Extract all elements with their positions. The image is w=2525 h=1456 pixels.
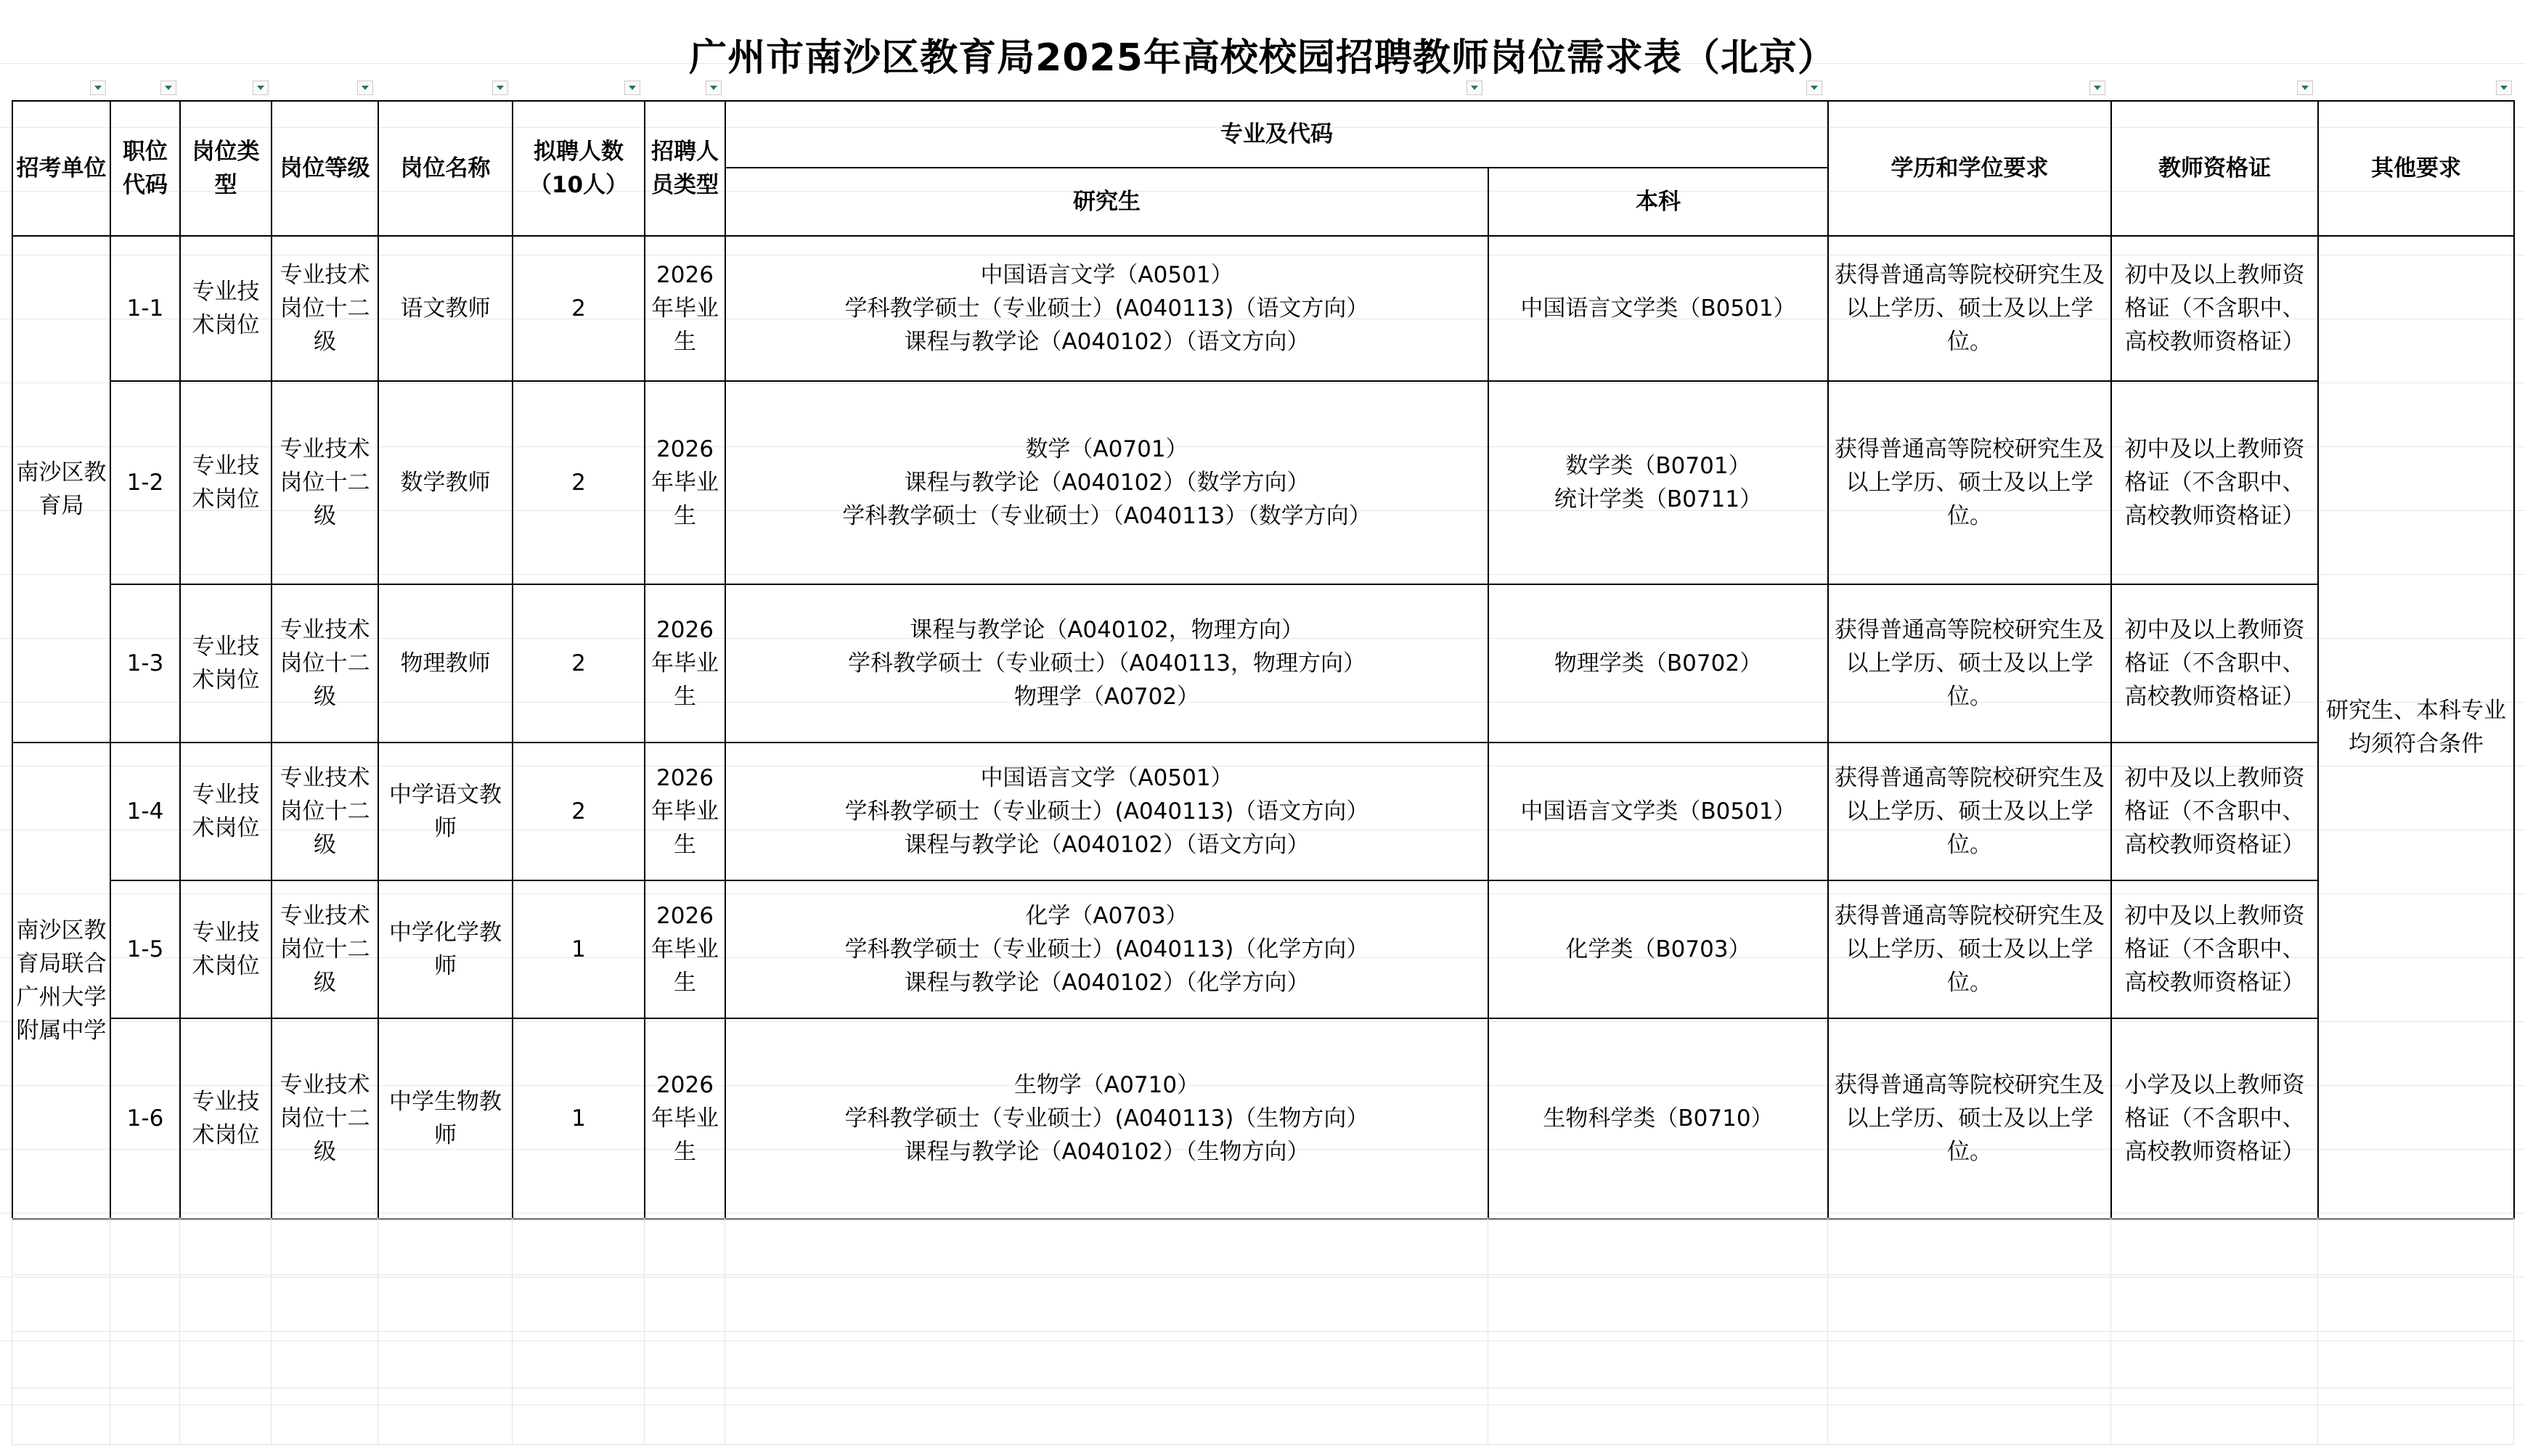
- empty-cell[interactable]: [110, 1332, 180, 1388]
- degree-cell[interactable]: 获得普通高等院校研究生及以上学历、硕士及以上学位。: [1828, 1018, 2111, 1219]
- table-row[interactable]: [12, 584, 2514, 743]
- empty-cell[interactable]: [645, 1388, 725, 1445]
- header-cert[interactable]: 教师资格证: [2111, 101, 2318, 236]
- name-cell[interactable]: 语文教师: [378, 236, 513, 381]
- empty-cell[interactable]: [272, 1332, 378, 1388]
- empty-cell[interactable]: [12, 1388, 110, 1445]
- recruitment-table: [12, 100, 2515, 1219]
- recruit-type-cell[interactable]: 2026年毕业生: [645, 584, 725, 743]
- cert-cell[interactable]: 初中及以上教师资格证（不含职中、高校教师资格证）: [2111, 236, 2318, 381]
- recruit-type-cell[interactable]: 2026年毕业生: [645, 236, 725, 381]
- empty-cell[interactable]: [645, 1275, 725, 1332]
- table-row[interactable]: [12, 1018, 2514, 1219]
- code-cell[interactable]: 1-5: [110, 880, 180, 1018]
- name-cell[interactable]: 中学生物教师: [378, 1018, 513, 1219]
- degree-cell[interactable]: 获得普通高等院校研究生及以上学历、硕士及以上学位。: [1828, 584, 2111, 743]
- major-line: 课程与教学论（A040102）（语文方向）: [904, 832, 1310, 858]
- empty-cell[interactable]: [513, 1275, 645, 1332]
- major-line: 课程与教学论（A040102）（数学方向）: [904, 470, 1310, 496]
- empty-cell[interactable]: [180, 1332, 272, 1388]
- major-line: 物理学类（B0702）: [1554, 650, 1763, 676]
- undergrad-majors-cell[interactable]: [1488, 381, 1828, 584]
- header-level[interactable]: 岗位等级: [272, 101, 378, 236]
- level-cell[interactable]: 专业技术岗位十二级: [272, 236, 378, 381]
- empty-cell[interactable]: [272, 1275, 378, 1332]
- empty-cell[interactable]: [110, 1388, 180, 1445]
- postgrad-majors-cell[interactable]: [725, 236, 1488, 381]
- count-cell[interactable]: 1: [513, 880, 645, 1018]
- empty-cell[interactable]: [2111, 1332, 2318, 1388]
- empty-cell[interactable]: [2318, 1219, 2514, 1275]
- recruit-type-cell[interactable]: 2026年毕业生: [645, 743, 725, 880]
- header-type[interactable]: 岗位类型: [180, 101, 272, 236]
- degree-cell[interactable]: 获得普通高等院校研究生及以上学历、硕士及以上学位。: [1828, 880, 2111, 1018]
- postgrad-majors-cell[interactable]: [725, 1018, 1488, 1219]
- code-cell[interactable]: 1-4: [110, 743, 180, 880]
- unit-cell[interactable]: 南沙区教育局: [12, 236, 110, 743]
- filter-dropdown-icon[interactable]: [253, 81, 269, 95]
- empty-cell[interactable]: [272, 1219, 378, 1275]
- major-line: 学科教学硕士（专业硕士）(A040113)（语文方向）: [844, 295, 1369, 322]
- cert-cell[interactable]: 初中及以上教师资格证（不含职中、高校教师资格证）: [2111, 584, 2318, 743]
- empty-cell[interactable]: [180, 1219, 272, 1275]
- empty-cell[interactable]: [725, 1275, 1488, 1332]
- level-cell[interactable]: 专业技术岗位十二级: [272, 880, 378, 1018]
- count-cell[interactable]: 1: [513, 1018, 645, 1219]
- major-line: 中国语言文学（A0501）: [980, 262, 1233, 288]
- count-cell[interactable]: 2: [513, 584, 645, 743]
- empty-cell[interactable]: [513, 1219, 645, 1275]
- postgrad-majors-cell[interactable]: [725, 743, 1488, 880]
- recruit-type-cell[interactable]: 2026年毕业生: [645, 381, 725, 584]
- name-cell[interactable]: 中学语文教师: [378, 743, 513, 880]
- major-line: 物理学（A0702）: [1013, 684, 1200, 710]
- code-cell[interactable]: 1-6: [110, 1018, 180, 1219]
- code-cell[interactable]: 1-3: [110, 584, 180, 743]
- type-cell[interactable]: 专业技术岗位: [180, 584, 272, 743]
- empty-cell[interactable]: [378, 1388, 513, 1445]
- count-cell[interactable]: 2: [513, 743, 645, 880]
- major-line: 学科教学硕士（专业硕士）(A040113)（语文方向）: [844, 798, 1369, 825]
- code-cell[interactable]: 1-2: [110, 381, 180, 584]
- empty-cell[interactable]: [1828, 1219, 2111, 1275]
- postgrad-majors-cell[interactable]: [725, 880, 1488, 1018]
- empty-cell[interactable]: [513, 1332, 645, 1388]
- empty-cell[interactable]: [378, 1219, 513, 1275]
- empty-cell[interactable]: [1488, 1275, 1828, 1332]
- filter-dropdown-icon[interactable]: [2496, 81, 2512, 95]
- major-line: 学科教学硕士（专业硕士）(A040113)（化学方向）: [844, 936, 1369, 962]
- empty-cell[interactable]: [378, 1332, 513, 1388]
- major-line: 课程与教学论（A040102）（化学方向）: [904, 970, 1310, 996]
- empty-cell[interactable]: [12, 1275, 110, 1332]
- empty-cell[interactable]: [2318, 1388, 2514, 1445]
- header-count[interactable]: 拟聘人数（10人）: [513, 101, 645, 236]
- major-line: 课程与教学论（A040102，物理方向）: [910, 617, 1304, 643]
- unit-cell[interactable]: 南沙区教育局联合广州大学附属中学: [12, 743, 110, 1219]
- empty-cell[interactable]: [1828, 1332, 2111, 1388]
- empty-cell[interactable]: [12, 1332, 110, 1388]
- name-cell[interactable]: 数学教师: [378, 381, 513, 584]
- recruit-type-cell[interactable]: 2026年毕业生: [645, 1018, 725, 1219]
- empty-cell[interactable]: [725, 1219, 1488, 1275]
- name-cell[interactable]: 中学化学教师: [378, 880, 513, 1018]
- header-major-group[interactable]: 专业及代码: [725, 101, 1828, 168]
- degree-cell[interactable]: 获得普通高等院校研究生及以上学历、硕士及以上学位。: [1828, 381, 2111, 584]
- empty-cell[interactable]: [725, 1388, 1488, 1445]
- type-cell[interactable]: 专业技术岗位: [180, 743, 272, 880]
- major-line: 统计学类（B0711）: [1554, 486, 1763, 512]
- table-row[interactable]: [12, 236, 2514, 381]
- postgrad-majors-cell[interactable]: [725, 381, 1488, 584]
- filter-dropdown-icon[interactable]: [492, 81, 508, 95]
- header-code[interactable]: 职位代码: [110, 101, 180, 236]
- empty-cell[interactable]: [378, 1275, 513, 1332]
- level-cell[interactable]: 专业技术岗位十二级: [272, 381, 378, 584]
- major-line: 生物科学类（B0710）: [1543, 1105, 1774, 1132]
- header-recruit-type[interactable]: 招聘人员类型: [645, 101, 725, 236]
- major-line: 数学（A0701）: [1025, 436, 1188, 462]
- empty-cell[interactable]: [1488, 1388, 1828, 1445]
- empty-cell[interactable]: [12, 1219, 110, 1275]
- major-line: 学科教学硕士（专业硕士）（A040113，物理方向）: [847, 650, 1366, 676]
- major-line: 化学类（B0703）: [1565, 936, 1751, 962]
- count-cell[interactable]: 2: [513, 381, 645, 584]
- level-cell[interactable]: 专业技术岗位十二级: [272, 743, 378, 880]
- header-unit[interactable]: 招考单位: [12, 101, 110, 236]
- empty-cell[interactable]: [272, 1388, 378, 1445]
- major-line: 化学（A0703）: [1025, 903, 1188, 929]
- filter-dropdown-icon[interactable]: [706, 81, 722, 95]
- empty-cell[interactable]: [1488, 1219, 1828, 1275]
- type-cell[interactable]: 专业技术岗位: [180, 381, 272, 584]
- cert-cell[interactable]: 初中及以上教师资格证（不含职中、高校教师资格证）: [2111, 743, 2318, 880]
- cert-cell[interactable]: 初中及以上教师资格证（不含职中、高校教师资格证）: [2111, 880, 2318, 1018]
- filter-dropdown-icon[interactable]: [357, 81, 373, 95]
- undergrad-majors-cell[interactable]: [1488, 236, 1828, 381]
- major-line: 中国语言文学类（B0501）: [1520, 798, 1796, 825]
- cert-cell[interactable]: 小学及以上教师资格证（不含职中、高校教师资格证）: [2111, 1018, 2318, 1219]
- major-line: 课程与教学论（A040102）（语文方向）: [904, 329, 1310, 355]
- undergrad-majors-cell[interactable]: [1488, 743, 1828, 880]
- empty-cell[interactable]: [180, 1388, 272, 1445]
- major-line: 课程与教学论（A040102）（生物方向）: [904, 1139, 1310, 1165]
- major-line: 中国语言文学类（B0501）: [1520, 295, 1796, 322]
- empty-cell[interactable]: [645, 1219, 725, 1275]
- code-cell[interactable]: 1-1: [110, 236, 180, 381]
- empty-cell[interactable]: [2111, 1388, 2318, 1445]
- table-row[interactable]: [12, 381, 2514, 584]
- type-cell[interactable]: 专业技术岗位: [180, 880, 272, 1018]
- empty-cell[interactable]: [110, 1219, 180, 1275]
- level-cell[interactable]: 专业技术岗位十二级: [272, 584, 378, 743]
- empty-cell[interactable]: [1488, 1332, 1828, 1388]
- empty-cell[interactable]: [1828, 1275, 2111, 1332]
- empty-cell[interactable]: [2318, 1275, 2514, 1332]
- empty-cell[interactable]: [180, 1275, 272, 1332]
- postgrad-majors-cell[interactable]: [725, 584, 1488, 743]
- empty-cell[interactable]: [725, 1332, 1488, 1388]
- major-line: 数学类（B0701）: [1565, 453, 1751, 479]
- header-degree[interactable]: 学历和学位要求: [1828, 101, 2111, 236]
- header-postgrad[interactable]: 研究生: [725, 168, 1488, 236]
- empty-cell[interactable]: [645, 1332, 725, 1388]
- type-cell[interactable]: 专业技术岗位: [180, 1018, 272, 1219]
- filter-dropdown-icon[interactable]: [2297, 81, 2313, 95]
- other-requirement-cell[interactable]: 研究生、本科专业均须符合条件: [2318, 236, 2514, 1219]
- filter-dropdown-icon[interactable]: [90, 81, 106, 95]
- name-cell[interactable]: 物理教师: [378, 584, 513, 743]
- undergrad-majors-cell[interactable]: [1488, 880, 1828, 1018]
- empty-cell[interactable]: [110, 1275, 180, 1332]
- table-row[interactable]: [12, 743, 2514, 880]
- filter-dropdown-icon[interactable]: [1467, 81, 1482, 95]
- header-name[interactable]: 岗位名称: [378, 101, 513, 236]
- major-line: 生物学（A0710）: [1013, 1072, 1200, 1098]
- empty-cell[interactable]: [513, 1388, 645, 1445]
- empty-cell[interactable]: [2318, 1332, 2514, 1388]
- table-row[interactable]: [12, 880, 2514, 1018]
- filter-dropdown-icon[interactable]: [160, 81, 176, 95]
- empty-cell[interactable]: [2111, 1219, 2318, 1275]
- cert-cell[interactable]: 初中及以上教师资格证（不含职中、高校教师资格证）: [2111, 381, 2318, 584]
- header-other[interactable]: 其他要求: [2318, 101, 2514, 236]
- undergrad-majors-cell[interactable]: [1488, 1018, 1828, 1219]
- empty-cell[interactable]: [1828, 1388, 2111, 1445]
- type-cell[interactable]: 专业技术岗位: [180, 236, 272, 381]
- major-line: 中国语言文学（A0501）: [980, 765, 1233, 791]
- filter-dropdown-icon[interactable]: [624, 81, 640, 95]
- empty-sheet-rows: [12, 1218, 2514, 1445]
- undergrad-majors-cell[interactable]: [1488, 584, 1828, 743]
- degree-cell[interactable]: 获得普通高等院校研究生及以上学历、硕士及以上学位。: [1828, 743, 2111, 880]
- major-line: 学科教学硕士（专业硕士）（A040113）（数学方向）: [842, 503, 1371, 529]
- filter-dropdown-icon[interactable]: [2089, 81, 2105, 95]
- filter-dropdown-icon[interactable]: [1806, 81, 1822, 95]
- count-cell[interactable]: 2: [513, 236, 645, 381]
- degree-cell[interactable]: 获得普通高等院校研究生及以上学历、硕士及以上学位。: [1828, 236, 2111, 381]
- page-title: 广州市南沙区教育局2025年高校校园招聘教师岗位需求表（北京）: [689, 36, 1836, 80]
- recruit-type-cell[interactable]: 2026年毕业生: [645, 880, 725, 1018]
- header-undergrad[interactable]: 本科: [1488, 168, 1828, 236]
- major-line: 学科教学硕士（专业硕士）(A040113)（生物方向）: [844, 1105, 1369, 1132]
- empty-cell[interactable]: [2111, 1275, 2318, 1332]
- level-cell[interactable]: 专业技术岗位十二级: [272, 1018, 378, 1219]
